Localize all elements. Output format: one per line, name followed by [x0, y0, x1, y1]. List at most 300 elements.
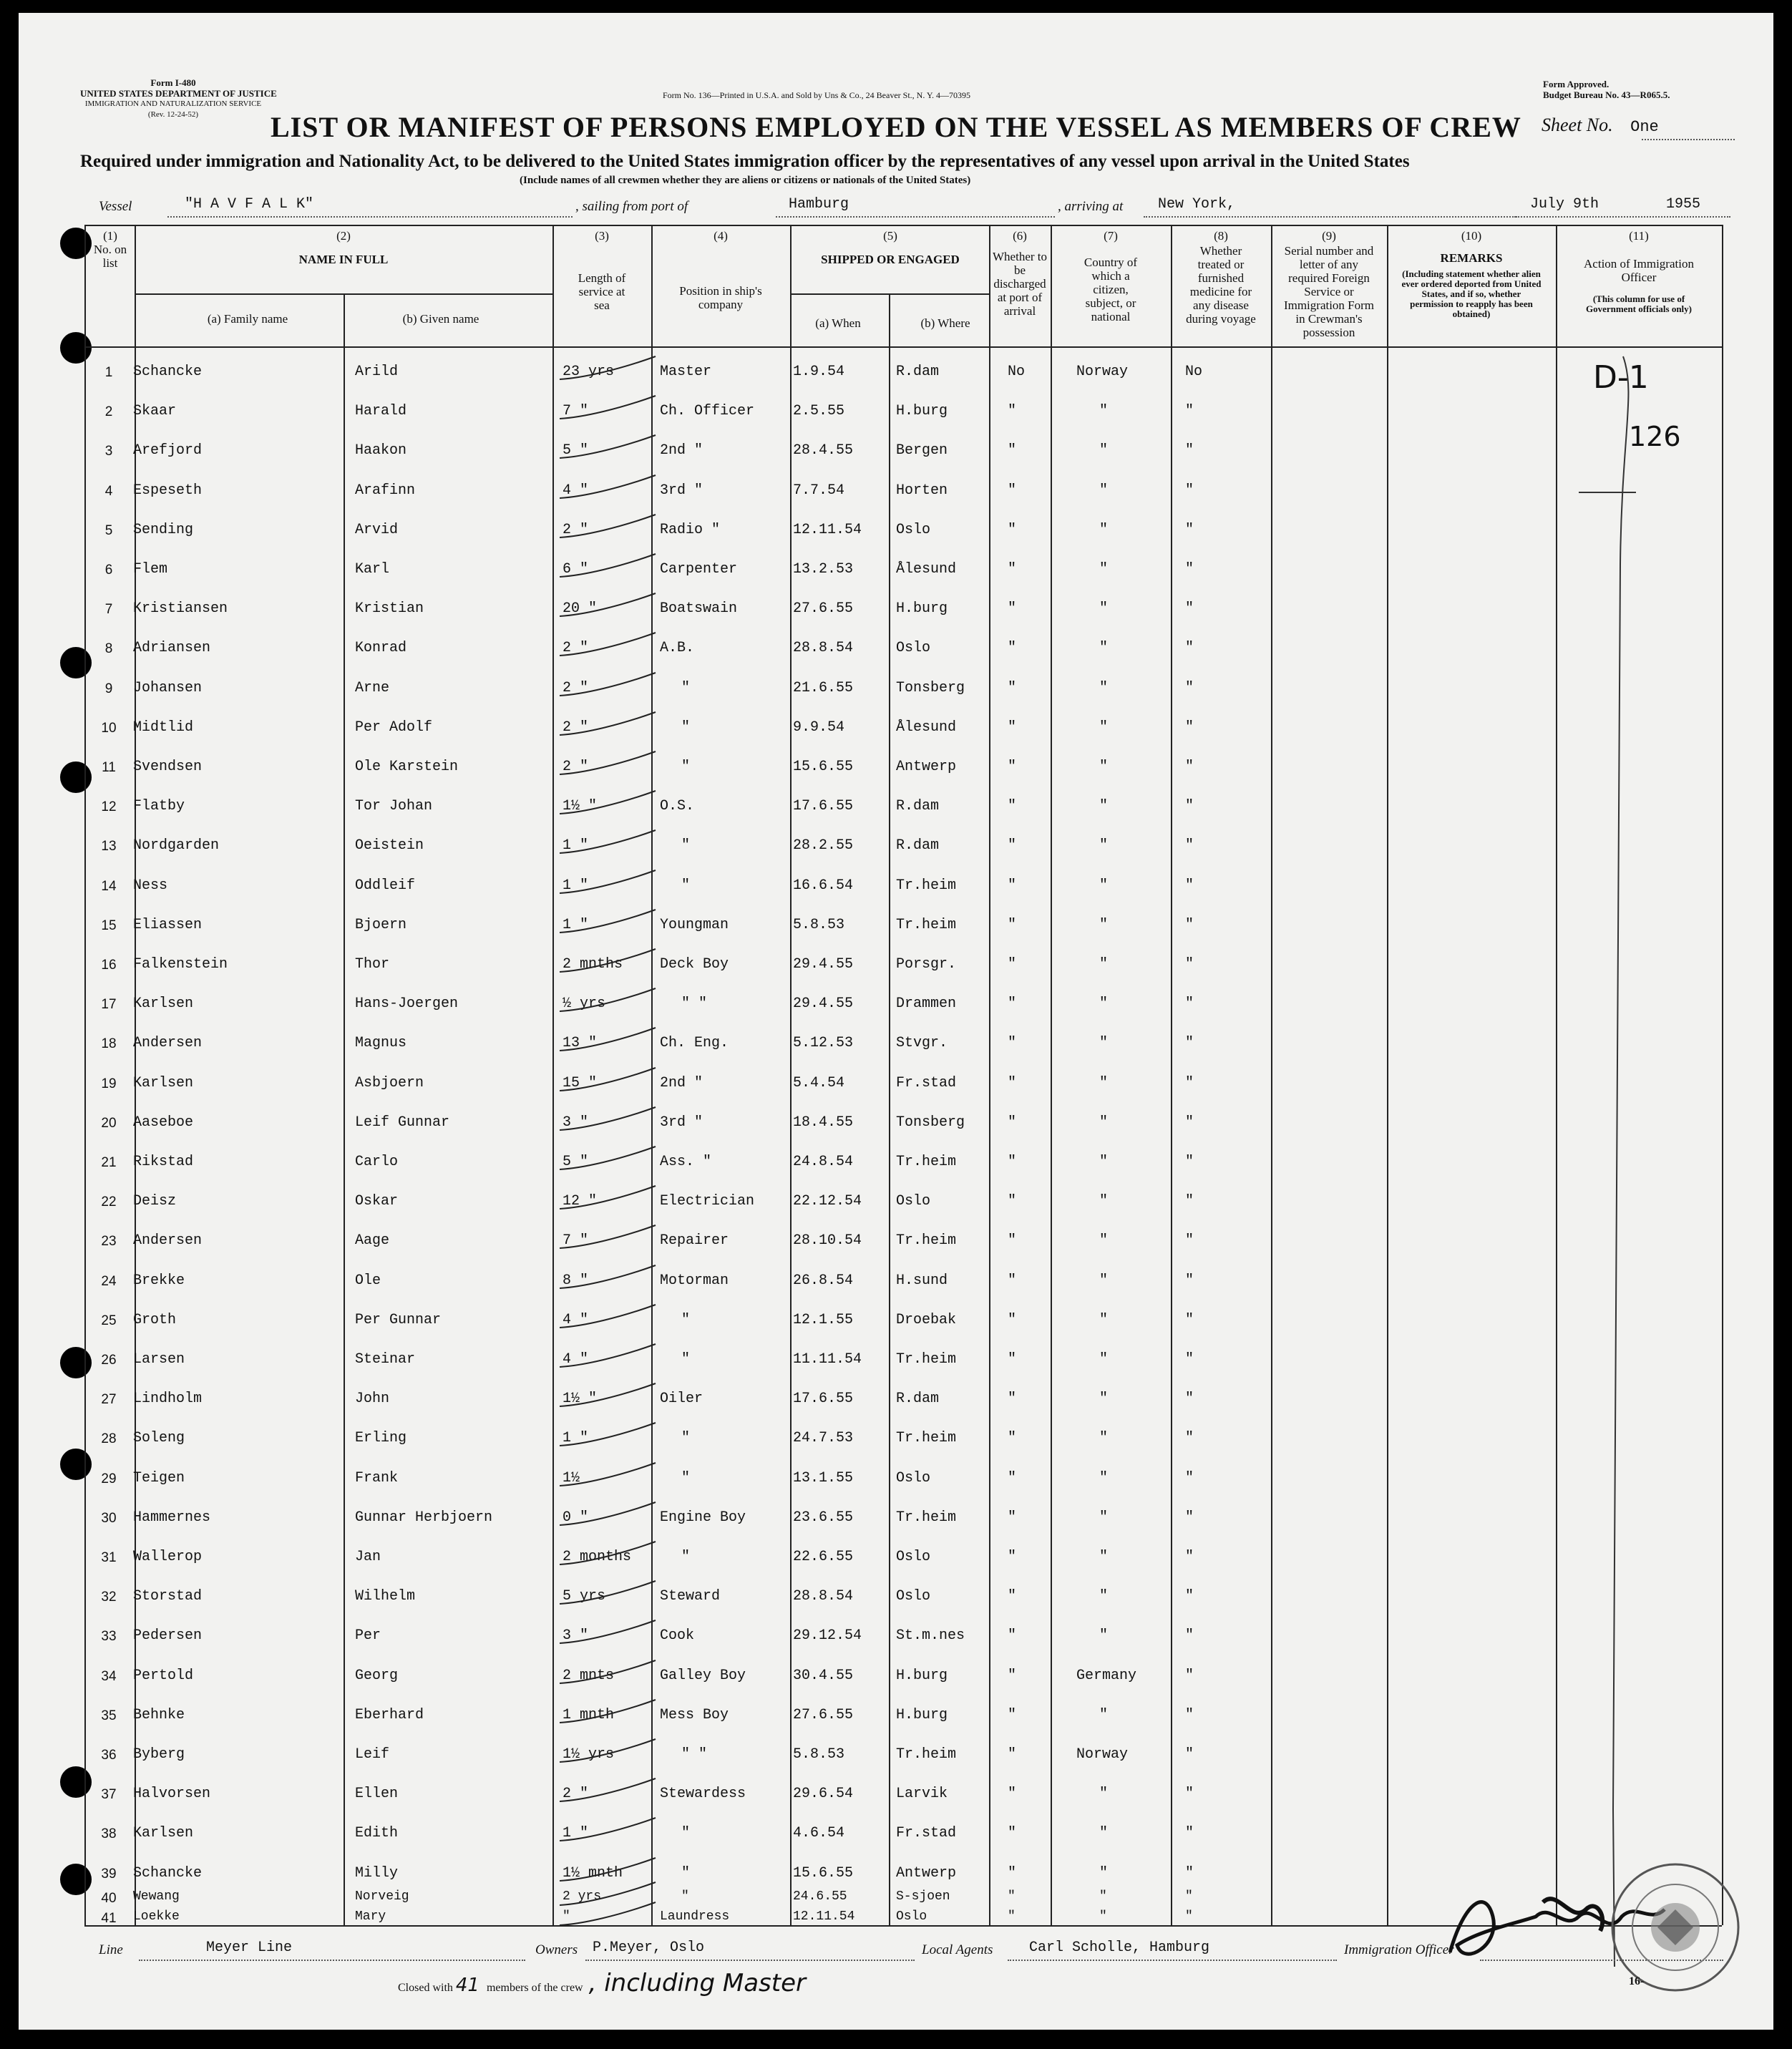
- grid-line: [552, 225, 554, 1925]
- cell-medicine: ": [1185, 759, 1194, 775]
- cell-medicine: ": [1185, 1825, 1194, 1842]
- pen-check-mark: [555, 512, 663, 547]
- cell-position: A.B.: [660, 640, 695, 657]
- cell-discharged: ": [1008, 877, 1017, 894]
- pen-check-mark: [555, 1065, 663, 1101]
- col2-num: (2): [336, 229, 351, 243]
- cell-discharged: ": [1008, 1232, 1017, 1250]
- cell-service: 5 ": [563, 1154, 589, 1170]
- cell-where: H.burg: [896, 1667, 948, 1684]
- cell-country: ": [1099, 1549, 1109, 1565]
- cell-medicine: ": [1185, 1509, 1194, 1526]
- cell-service: 2 ": [563, 1786, 589, 1803]
- row-number: 4: [104, 483, 113, 499]
- cell-given: Per: [355, 1627, 381, 1645]
- cell-given: Asbjoern: [355, 1074, 424, 1091]
- cell-medicine: ": [1185, 482, 1194, 499]
- col5-header: [792, 229, 989, 266]
- cell-given: Arild: [355, 364, 399, 380]
- grid-line: [84, 225, 86, 1925]
- cell-family: Karlsen: [133, 996, 194, 1013]
- cell-family: Nordgarden: [133, 837, 220, 855]
- pen-check-mark: [555, 551, 663, 587]
- cell-where: H.burg: [896, 600, 948, 618]
- cell-discharged: ": [1008, 600, 1017, 618]
- pen-check-mark: [555, 393, 663, 429]
- cell-country: ": [1099, 1114, 1109, 1131]
- pen-check-mark: [555, 907, 663, 943]
- cell-service: 23 yrs: [563, 364, 615, 380]
- cell-when: 22.12.54: [793, 1193, 862, 1210]
- cell-where: Tr.heim: [896, 1232, 957, 1250]
- cell-medicine: ": [1185, 1667, 1194, 1684]
- cell-when: 28.8.54: [793, 640, 854, 657]
- cell-medicine: ": [1185, 1074, 1194, 1091]
- vessel-label: Vessel: [99, 199, 132, 214]
- cell-country: ": [1099, 1232, 1109, 1250]
- col2-header: [136, 229, 551, 266]
- owners-label: Owners: [535, 1942, 578, 1957]
- row-number: 35: [101, 1708, 117, 1723]
- cell-medicine: ": [1185, 1469, 1194, 1486]
- cell-family: Pedersen: [133, 1627, 203, 1645]
- cell-medicine: ": [1185, 1272, 1194, 1289]
- cell-position: ": [681, 759, 691, 775]
- form-header-left: [80, 77, 277, 120]
- cell-position: ": [681, 719, 691, 736]
- cell-country: Germany: [1076, 1667, 1137, 1684]
- cell-service: 8 ": [563, 1272, 589, 1289]
- cell-when: 12.11.54: [793, 521, 862, 538]
- cell-service: 1 ": [563, 916, 589, 933]
- cell-position: Electrician: [660, 1193, 755, 1210]
- cell-discharged: ": [1008, 1746, 1017, 1763]
- arrival-year: 1955: [1666, 196, 1701, 213]
- cell-given: Per Adolf: [355, 719, 433, 736]
- cell-where: R.dam: [896, 837, 940, 855]
- cell-discharged: ": [1008, 837, 1017, 855]
- cell-service: 1½ ": [563, 1391, 598, 1408]
- col4-header: [653, 229, 789, 311]
- col4-label: Position in ship's company: [679, 284, 762, 311]
- cell-family: Wewang: [133, 1889, 180, 1904]
- cell-given: Oeistein: [355, 837, 424, 855]
- cell-country: ": [1099, 561, 1109, 578]
- cell-service: 1 ": [563, 1430, 589, 1447]
- cell-discharged: ": [1008, 521, 1017, 538]
- cell-family: Storstad: [133, 1588, 203, 1605]
- cell-when: 15.6.55: [793, 759, 854, 775]
- cell-country: ": [1099, 442, 1109, 459]
- cell-where: Tr.heim: [896, 1430, 957, 1447]
- cell-where: Drammen: [896, 996, 957, 1013]
- cell-medicine: ": [1185, 1706, 1194, 1723]
- cell-country: ": [1099, 1351, 1109, 1368]
- cell-medicine: ": [1185, 1311, 1194, 1328]
- cell-where: Larvik: [896, 1786, 948, 1803]
- punch-hole: [60, 647, 92, 678]
- row-number: 17: [101, 997, 117, 1013]
- page-title: LIST OR MANIFEST OF PERSONS EMPLOYED ON THE VESSEL AS MEMBERS OF CREW: [271, 111, 1521, 143]
- cell-position: 2nd ": [660, 442, 703, 459]
- pen-check-mark: [555, 1658, 663, 1693]
- cell-service: 2 mnths: [563, 956, 623, 973]
- cell-discharged: ": [1008, 1549, 1017, 1565]
- cell-position: Mess Boy: [660, 1706, 729, 1723]
- col5a-header: (a) When: [815, 316, 861, 330]
- pen-check-mark: [555, 1144, 663, 1179]
- cell-when: 28.4.55: [793, 442, 854, 459]
- cell-when: 21.6.55: [793, 679, 854, 696]
- cell-when: 30.4.55: [793, 1667, 854, 1684]
- col6-num: (6): [1013, 229, 1027, 243]
- cell-given: Frank: [355, 1469, 399, 1486]
- cell-service: 1 ": [563, 837, 589, 855]
- col8-label: Whether treated or furnished medicine for any disease during voyage: [1186, 244, 1256, 326]
- cell-when: 29.6.54: [793, 1786, 854, 1803]
- arrival-date: July 9th: [1530, 196, 1599, 213]
- cell-when: 27.6.55: [793, 1706, 854, 1723]
- cell-medicine: ": [1185, 1588, 1194, 1605]
- pen-check-mark: [555, 1578, 663, 1614]
- cell-where: Tr.heim: [896, 1154, 957, 1170]
- grid-line: [1556, 225, 1557, 1925]
- cell-when: 17.6.55: [793, 798, 854, 815]
- pen-check-mark: [555, 1776, 663, 1811]
- cell-medicine: ": [1185, 1232, 1194, 1250]
- sailing-port: Hamburg: [789, 196, 849, 213]
- cell-family: Hammernes: [133, 1509, 211, 1526]
- col1-header: [86, 229, 135, 270]
- cell-where: Tr.heim: [896, 1351, 957, 1368]
- cell-where: Antwerp: [896, 759, 957, 775]
- punch-hole: [60, 1864, 92, 1895]
- cell-country: ": [1099, 521, 1109, 538]
- cell-given: Norveig: [355, 1889, 409, 1904]
- cell-when: 13.1.55: [793, 1469, 854, 1486]
- cell-discharged: ": [1008, 1074, 1017, 1091]
- page-subtitle: Required under immigration and Nationality Act, to be delivered to the United States immigration officer by the representatives of any vessel upon arrival in the United States: [80, 152, 1410, 171]
- cell-where: Ålesund: [896, 561, 957, 578]
- cell-service: 1½ yrs: [563, 1746, 615, 1763]
- cell-discharged: ": [1008, 798, 1017, 815]
- cell-country: ": [1099, 1786, 1109, 1803]
- cell-position: Oiler: [660, 1391, 703, 1408]
- cell-service: 4 ": [563, 482, 589, 499]
- col10-label: REMARKS: [1440, 251, 1503, 265]
- cell-when: 5.4.54: [793, 1074, 845, 1091]
- cell-country: ": [1099, 600, 1109, 618]
- pen-check-mark: [555, 1815, 663, 1851]
- cell-family: Schancke: [133, 1864, 203, 1882]
- cell-given: Harald: [355, 403, 407, 420]
- cell-family: Soleng: [133, 1430, 185, 1447]
- cell-service: 15 ": [563, 1074, 598, 1091]
- grid-line: [84, 225, 1722, 226]
- cell-where: Oslo: [896, 1909, 927, 1924]
- cell-family: Flem: [133, 561, 168, 578]
- cell-given: Ole Karstein: [355, 759, 459, 775]
- punch-hole: [60, 761, 92, 793]
- cell-family: Arefjord: [133, 442, 203, 459]
- arriving-port: New York,: [1158, 196, 1236, 213]
- cell-service: 1 ": [563, 877, 589, 894]
- row-number: 27: [101, 1392, 117, 1408]
- cell-family: Eliassen: [133, 916, 203, 933]
- cell-position: ": [681, 1469, 691, 1486]
- cell-country: ": [1099, 403, 1109, 420]
- col3-label: Length of service at sea: [578, 271, 626, 312]
- agents-label: Local Agents: [922, 1942, 993, 1957]
- pen-check-mark: [555, 1499, 663, 1535]
- cell-service: 2 ": [563, 679, 589, 696]
- cell-where: H.burg: [896, 1706, 948, 1723]
- cell-medicine: ": [1185, 442, 1194, 459]
- pen-check-mark: [555, 590, 663, 626]
- cell-where: Droebak: [896, 1311, 957, 1328]
- cell-discharged: ": [1008, 916, 1017, 933]
- cell-position: ": [681, 837, 691, 855]
- cell-medicine: ": [1185, 1746, 1194, 1763]
- cell-position: Galley Boy: [660, 1667, 746, 1684]
- cell-when: 28.10.54: [793, 1232, 862, 1250]
- cell-family: Ness: [133, 877, 168, 894]
- row-number: 15: [101, 918, 117, 933]
- cell-medicine: ": [1185, 1035, 1194, 1052]
- cell-when: 16.6.54: [793, 877, 854, 894]
- pen-check-mark: [555, 1736, 663, 1772]
- cell-discharged: ": [1008, 1154, 1017, 1170]
- official-pen-line: [1572, 349, 1643, 1995]
- cell-service: 1½: [563, 1469, 580, 1486]
- row-number: 26: [101, 1353, 117, 1368]
- cell-discharged: ": [1008, 1864, 1017, 1882]
- cell-discharged: ": [1008, 1909, 1016, 1924]
- col11-header: [1557, 229, 1720, 314]
- cell-given: Oddleif: [355, 877, 416, 894]
- footer-form-code: 16-: [1629, 1975, 1645, 1987]
- row-number: 36: [101, 1748, 117, 1763]
- row-number: 31: [101, 1550, 117, 1565]
- cell-family: Byberg: [133, 1746, 185, 1763]
- cell-given: Oskar: [355, 1193, 399, 1210]
- cell-given: Milly: [355, 1864, 399, 1882]
- cell-family: Karlsen: [133, 1825, 194, 1842]
- row-number: 5: [104, 522, 113, 538]
- col11-label: Action of Immigration Officer: [1584, 257, 1694, 284]
- cell-where: Antwerp: [896, 1864, 957, 1882]
- cell-discharged: ": [1008, 1391, 1017, 1408]
- pen-check-mark: [555, 1460, 663, 1496]
- cell-where: S-sjoen: [896, 1889, 950, 1904]
- cell-service: 7 ": [563, 1232, 589, 1250]
- cell-when: 13.2.53: [793, 561, 854, 578]
- line-value: Meyer Line: [206, 1940, 293, 1956]
- printer-line: Form No. 136—Printed in U.S.A. and Sold by Uns & Co., 24 Beaver St., N. Y. 4—70395: [663, 90, 971, 100]
- row-number: 25: [101, 1313, 117, 1328]
- row-number: 8: [104, 641, 113, 657]
- cell-position: Motorman: [660, 1272, 729, 1289]
- pen-check-mark: [555, 1341, 663, 1377]
- cell-family: Sending: [133, 521, 194, 538]
- row-number: 21: [101, 1155, 117, 1170]
- cell-country: ": [1099, 1469, 1109, 1486]
- official-mark-d1: D-1: [1593, 359, 1649, 396]
- cell-family: Loekke: [133, 1909, 180, 1924]
- cell-family: Falkenstein: [133, 956, 228, 973]
- revision: (Rev. 12-24-52): [147, 110, 199, 119]
- cell-service: 5 ": [563, 442, 589, 459]
- cell-position: ": [681, 1311, 691, 1328]
- cell-service: 2 ": [563, 521, 589, 538]
- cell-medicine: No: [1185, 364, 1203, 380]
- cell-given: Karl: [355, 561, 390, 578]
- cell-when: 1.9.54: [793, 364, 845, 380]
- cell-discharged: ": [1008, 640, 1017, 657]
- row-number: 14: [101, 878, 117, 894]
- row-number: 34: [101, 1668, 117, 1684]
- cell-country: ": [1099, 1193, 1109, 1210]
- cell-position: ": [681, 877, 691, 894]
- cell-where: Oslo: [896, 1549, 931, 1565]
- pen-check-mark: [555, 1025, 663, 1061]
- cell-service: ½ yrs: [563, 996, 606, 1013]
- col10-note: (Including statement whether alien ever ordered deported from United States, and if so, whether permission to reapply has been obtained): [1401, 268, 1542, 319]
- cell-where: H.burg: [896, 403, 948, 420]
- col5-label: SHIPPED OR ENGAGED: [821, 253, 960, 266]
- cell-medicine: ": [1185, 1627, 1194, 1645]
- cell-medicine: ": [1185, 916, 1194, 933]
- col9-num: (9): [1322, 229, 1336, 243]
- row-number: 30: [101, 1510, 117, 1526]
- row-number: 33: [101, 1629, 117, 1645]
- cell-given: Edith: [355, 1825, 399, 1842]
- cell-where: Tonsberg: [896, 1114, 965, 1131]
- cell-service: 2 ": [563, 640, 589, 657]
- cell-service: 1 ": [563, 1825, 589, 1842]
- cell-discharged: ": [1008, 561, 1017, 578]
- cell-position: Stewardess: [660, 1786, 746, 1803]
- cell-family: Wallerop: [133, 1549, 203, 1565]
- cell-country: ": [1099, 482, 1109, 499]
- row-number: 3: [104, 444, 113, 459]
- col1-label: No. on list: [93, 243, 127, 270]
- cell-discharged: No: [1008, 364, 1026, 380]
- cell-position: Steward: [660, 1588, 721, 1605]
- cell-given: Aage: [355, 1232, 390, 1250]
- cell-when: 5.12.53: [793, 1035, 854, 1052]
- cell-position: ": [681, 1430, 691, 1447]
- cell-service: 1½ mnth: [563, 1864, 623, 1882]
- col10-header: [1388, 229, 1554, 319]
- cell-position: 3rd ": [660, 1114, 703, 1131]
- cell-medicine: ": [1185, 561, 1194, 578]
- col8-header: [1172, 229, 1270, 326]
- pen-check-mark: [555, 1183, 663, 1219]
- cell-position: Carpenter: [660, 561, 738, 578]
- cell-service: 1½ ": [563, 798, 598, 815]
- closed-suffix: members of the crew: [486, 1982, 583, 1994]
- arriving-label: , arriving at: [1058, 199, 1124, 214]
- cell-country: ": [1099, 1509, 1109, 1526]
- cell-medicine: ": [1185, 1786, 1194, 1803]
- row-number: 9: [104, 681, 113, 696]
- cell-family: Behnke: [133, 1706, 185, 1723]
- col5b-header: (b) Where: [920, 316, 970, 330]
- cell-discharged: ": [1008, 996, 1017, 1013]
- row-number: 38: [101, 1826, 117, 1842]
- cell-medicine: ": [1185, 600, 1194, 618]
- cell-given: Thor: [355, 956, 390, 973]
- cell-position: Laundress: [660, 1909, 730, 1924]
- cell-where: Tr.heim: [896, 877, 957, 894]
- cell-when: 29.4.55: [793, 956, 854, 973]
- sheet-number: [1542, 115, 1659, 136]
- cell-where: Horten: [896, 482, 948, 499]
- pen-check-mark: [555, 1381, 663, 1416]
- cell-position: " ": [681, 996, 708, 1013]
- pen-check-mark: [555, 472, 663, 508]
- grid-line: [344, 293, 345, 1925]
- cell-family: Lindholm: [133, 1391, 203, 1408]
- cell-when: 9.9.54: [793, 719, 845, 736]
- cell-country: ": [1099, 916, 1109, 933]
- pen-check-mark: [555, 867, 663, 903]
- cell-discharged: ": [1008, 482, 1017, 499]
- cell-where: Bergen: [896, 442, 948, 459]
- cell-position: " ": [681, 1746, 708, 1763]
- cell-position: Youngman: [660, 916, 729, 933]
- cell-service: 3 ": [563, 1114, 589, 1131]
- cell-discharged: ": [1008, 1706, 1017, 1723]
- row-number: 22: [101, 1194, 117, 1210]
- cell-position: ": [681, 1549, 691, 1565]
- col1-num: (1): [103, 229, 117, 243]
- cell-discharged: ": [1008, 1667, 1017, 1684]
- cell-country: ": [1099, 996, 1109, 1013]
- cell-family: Skaar: [133, 403, 177, 420]
- cell-position: Boatswain: [660, 600, 738, 618]
- col9-header: [1272, 229, 1386, 339]
- cell-medicine: ": [1185, 640, 1194, 657]
- cell-when: 5.8.53: [793, 916, 845, 933]
- cell-given: Ellen: [355, 1786, 399, 1803]
- cell-medicine: ": [1185, 996, 1194, 1013]
- pen-check-mark: [555, 432, 663, 468]
- grid-line: [790, 225, 792, 1925]
- grid-line: [1171, 225, 1172, 1925]
- row-number: 11: [102, 760, 116, 775]
- owners-value: P.Meyer, Oslo: [593, 1940, 705, 1956]
- cell-given: Eberhard: [355, 1706, 424, 1723]
- cell-position: 2nd ": [660, 1074, 703, 1091]
- cell-family: Rikstad: [133, 1154, 194, 1170]
- row-number: 29: [101, 1471, 117, 1486]
- cell-where: R.dam: [896, 1391, 940, 1408]
- cell-where: Oslo: [896, 1588, 931, 1605]
- cell-medicine: ": [1185, 521, 1194, 538]
- cell-country: ": [1099, 759, 1109, 775]
- cell-given: Kristian: [355, 600, 424, 618]
- cell-country: ": [1099, 798, 1109, 815]
- cell-medicine: ": [1185, 1391, 1194, 1408]
- cell-given: Mary: [355, 1909, 386, 1924]
- sailing-label: , sailing from port of: [575, 199, 688, 214]
- approved: Form Approved.: [1543, 79, 1610, 89]
- grid-line: [1271, 225, 1272, 1925]
- cell-given: Tor Johan: [355, 798, 433, 815]
- cell-when: 11.11.54: [793, 1351, 862, 1368]
